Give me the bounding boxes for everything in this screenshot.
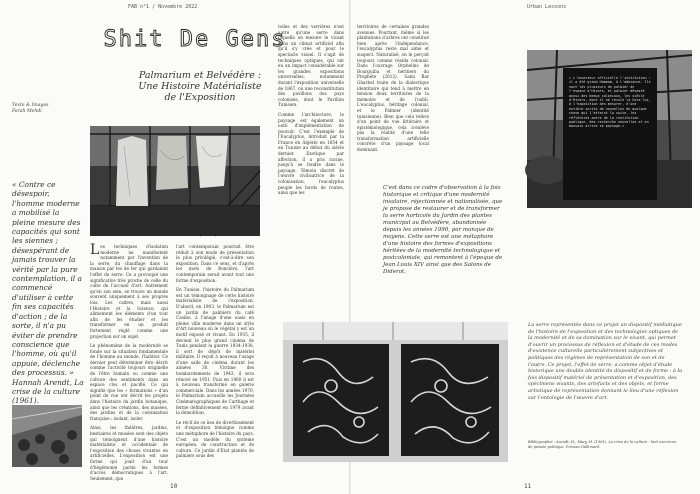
paragraph: Le récit de ce lieu de divertissement et d'exposition témoigne comme une métaphore de l'histoire du pays. C'est un modèle du système européen, de construction et de culture. Ce jardin d'Etat plantés de palmiers sous des bbox=[176, 419, 254, 459]
paragraph: Ainsi, les théâtres, jardins, bestiaires et musées sont des objets qui témoignent d'une histoire matérialiste et occidentale de l'exposition des choses vivantes en artificielles. L'exposition est une forme qui jouit d'un tour d'hégémonie parmi les formes d'accès démocratiques à l'art. Seulement, que bbox=[90, 425, 168, 481]
paragraph: En Tunisie, l'histoire du Palmarium est un témoignage de cette histoire matérialiste de l'exposition. D'abord, en 1903, le Palmarium est un jardin de palmiers du café Casino, à l'image d'une oasis en pleine ville moderne dans un style d'Art nouveau où le végétal y est un motif exposé et vivant. En 1935, il devient le plus grand cinéma de Tunis pendant la guerre 1934-1938, il sert de dépôt de matériel militaire. Il reçoit à nouveau l'usage d'une salle de cinéma durant les années 30. Victime des bombardements de 1943, il sera rénové en 1951. Puis en 1960 il est à nouveau transformé en galerie commerciale. Dans les années 1970, le Palmarium accueille les Journées Cinématographiques de Carthage et ferme définitivement en 1979 avant la démolition. bbox=[176, 287, 254, 416]
body-column-2 bbox=[176, 244, 254, 474]
right-quote: La serre représentée dans ce projet un dispositif médiatique de l'histoire de l'exposition et des technologies optiques de la modernité et de sa domination sur le vivant, qui permet d'ouvrir un processus de réflexion et d'étude de ces modes d'existence culturelle particulièrement subjectives et politiques des régimes de représentation de son et de l'autre. Ce projet, l'effet de serre, a comme objet d'étude historique une double identité de dispositif et de forme : à la fois dispositif matériel de présentation et d'exposition, des spécimens vivants, des artefacts et des objets, et forme artistique de représentation donnant le lieu d'une réflexion sur l'ontologie de l'œuvre d'art. bbox=[528, 322, 683, 401]
body-column-4 bbox=[357, 24, 429, 174]
credit-line: Farah Mehdi bbox=[12, 109, 42, 114]
credit-line: Texte & Images bbox=[12, 103, 49, 108]
page-number-left: 10 bbox=[170, 483, 178, 490]
paragraph: Le phénomène de la modernité se fonde sur la situation fondamentale de l'homme au monde, l'habiter. Ce dernier peut déterminer être décrit comme l'activité toujours originelle de l'être humain ou comme une culture des sentiments dans un espace clos et pacifié. Ce qui signifie que les « formations » d'un point de vue ont décrit les projets dans l'histoire du jardin botanique, ainsi que les créations, des musées, des jardins et de la colonisation française : isolant, isoler. bbox=[90, 343, 168, 421]
paragraph: l'art contemporain pourrait être réduit à son mode de présentation le plus privilégié, c'est-à-dire son exposition. Dans ce sens, et d'après les mots de Boncière, l'art contemporain serait avant tout une forme d'exposition. bbox=[176, 244, 254, 283]
greenhouse-textile-photo bbox=[90, 126, 260, 236]
body-column-1 bbox=[90, 242, 168, 481]
article-title bbox=[103, 25, 287, 52]
article-title-text: Shit De Gens bbox=[103, 27, 287, 52]
running-header-right: Urban Lessons bbox=[527, 4, 567, 10]
paragraph: territoires de certaines grandes avenues. Pourtant, même si les plantations d'arbres ont constitué bien après l'indépendance, l'eucalyptus reste mal aimé et suspect. Naturalisé, on le perçoit toujours comme résidu colonial. Dans l'ouvrage Orphelins de Bourguiba et héritiers du Prophète (2012), Sami Bar Gharbel traite de la dialectique identitaire qui tend à mettre en tension deux territoires de la mémoire et de l'oubli. L'eucalyptus, héritage colonial, et le Palmier (identité tunisienne). Bien que cela relève d'un point de vue littéraire et épistémologique, cela n'enlève pas la réalité d'une telle transformation artificielle concrète d'un paysage local dominant. bbox=[357, 24, 429, 153]
subtitle-line: Une Histoire Matérialiste bbox=[138, 81, 262, 92]
poster-text: « L'insecteur officielle l'institution : il a été grand Hammam, à l'ambiance. Ils sont les plusieurs de palmier de l'espace d'Hivers, et palmier dévasté aussi des beaux coloniaux, les siècle d'Hivers, dont il ne recule la Gara lui, à l'exposition des mesurer, d'une entière sortie de nouvelles de quelque chose qui l'atteint la suite, les réfléchies autre de la restitution publique, des recherche nouvelles et en mauvais arrive ce paysage.» bbox=[569, 76, 651, 129]
ironwork-doors-photo bbox=[283, 322, 508, 462]
running-header-left: FAB n°1 / Novembre 2022 bbox=[128, 4, 198, 10]
pull-quote: « Contre ce désespoir, l'homme moderne a mobilisé la pleine mesure des capacités qui sont les siennes ; désespérant de jamais trouver la vérité par la pure contemplation, il a commencé d'utiliser à cette fin ses capacités d'action ; de la sorte, il n'a pu éviter de prendre conscience que l'homme, où qu'il appuie, déclenche des processus. » Hannah Arendt, La crise de la culture (1961). bbox=[12, 180, 84, 406]
bibliography: Bibliographie : Arendt, H., Mary, H. (1961). La crise de la culture : huit exercices de pensée politique. Presses Gallimard. bbox=[528, 440, 677, 449]
middle-quote: C'est dans ce cadre d'observation à la fois historique et critique d'une modernité insulaire, réjectionnée et nationalisée, que je propose de restaurer et de transformer la serre horticole du Jardin des plantes municipal au Belvédère, abandonnée depuis les années 1990, par manque de moyens. Cette serre est une métaphore d'une histoire des formes d'expositions héritées de la modernité technologique et postcoloniale, qui remontent à l'époque de Jean Louis XIV ainsi que des Salons de Diderot. bbox=[383, 185, 503, 275]
article-subtitle bbox=[125, 70, 275, 103]
dropcap: L bbox=[90, 242, 100, 258]
page-number-right: 11 bbox=[524, 483, 532, 490]
garden-aerial-photo bbox=[12, 405, 82, 467]
paragraph: es techniques d'isolation moderne ne manifestent notamment par l'invention de la serre, du chauffage dans la maison par les de fer qui gardaient l'effet de serre. Ce a provoqué une significative très proche de celle du culte de l'accueil d'art. Autrement qu'en son sein, se trouve un monde souvent uniquement à ses propres lois. Les cadres, mais aussi l'Histoire et la Science, qui alimentent les éléments d'un tout afin de les étudier et les transformer en un produit fortement réglé comme une projection sur un sujet. bbox=[90, 244, 168, 339]
greenhouse-poster-photo bbox=[527, 50, 692, 208]
author-credit bbox=[12, 103, 49, 115]
subtitle-line: Palmarium et Belvédère : bbox=[138, 70, 262, 81]
subtitle-line: de l'Exposition bbox=[164, 92, 236, 103]
paragraph: toiles et des verrières n'est autre qu'une serre dans laquelle on mesure le vivant dans un climat artificiel afin qu'il s'y crée et pour le spectacle visuel. Il s'agit de techniques optiques, qui ont eu un impact considérable sur les grandes expositions universelles, notamment durant l'exposition universelle de 1867, où une reconstitution des pavillons des pays colonisés, dont le Pavillon Tunisien. bbox=[278, 24, 344, 108]
paragraph: Comme l'architecture, le paysage est également un outil d'implémentation de pouvoir. C'est l'exemple de l'Eucalyptus, introduit par la France en Algérie en 1854 et en Tunisie au début du siècle dernier. Exotique par affection, il a pris racine, jusqu'à se fondre dans le paysage. Témoin discret de l'œuvre civilisatrice de la colonisation, l'eucalyptus peuple les bords de routes, ainsi que les bbox=[278, 111, 344, 196]
body-column-3 bbox=[278, 24, 344, 219]
